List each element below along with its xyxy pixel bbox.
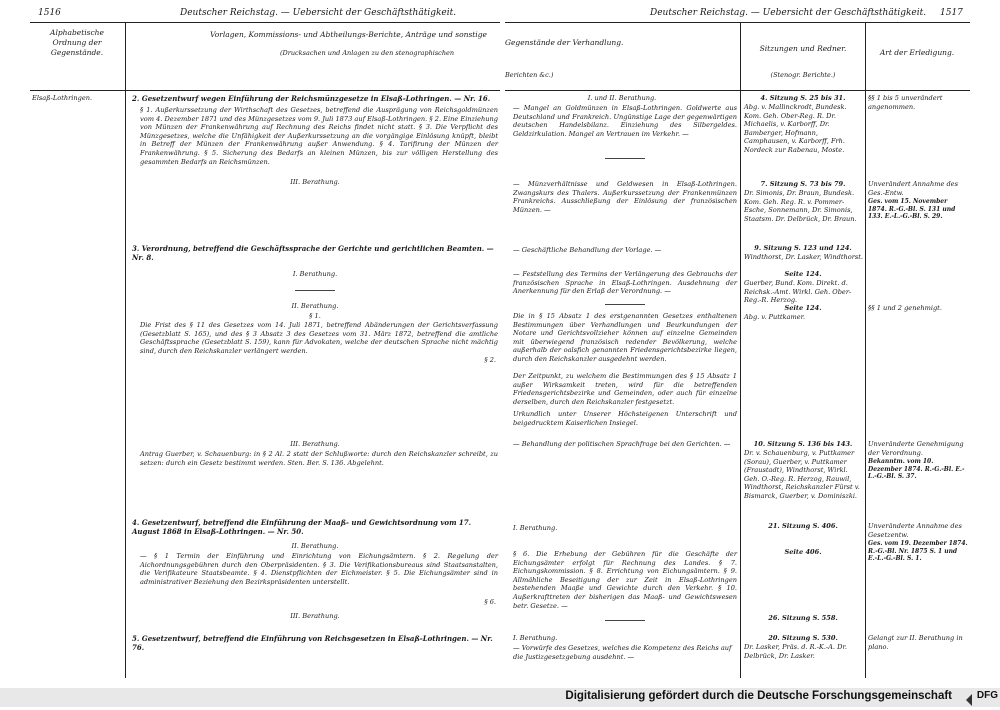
- row-2-law-reference: Ges. vom 15. November 1874. R.-G.-Bl. S. 131 und 133. E.-L.-G.-Bl. S. 29.: [868, 198, 956, 220]
- entry-3-amendment: Antrag Guerber, v. Schauenburg: in § 2 Al. 2 statt der Schlußworte: durch den Reichskanzler schreibt, zu setzen: durch ein Gesetz bestimmt werden. Sten. Ber. S. 136. Abgelehnt.: [140, 450, 498, 467]
- row-4-dash: [605, 304, 645, 305]
- dfg-footer-text: Digitalisierung gefördert durch die Deutsche Forschungsgemeinschaft: [565, 690, 952, 702]
- row-7-law-reference: Ges. vom 19. Dezember 1874. R.-G.-Bl. Nr. 1875 S. 1 und E.-L.-G.-Bl. S. 1.: [868, 540, 968, 562]
- row-2-subject: — Münzverhältnisse und Geldwesen in Elsaß-Lothringen. Zwangskurs des Thalers. Außerkurssetzung der Frankenmünzen Frankreichs. Ausschließung der Einlösung der französischen Münzen. —: [513, 180, 737, 214]
- right-col-a-header: Gegenstände der Verhandlung.: [505, 38, 624, 47]
- row-1-dash: [605, 158, 645, 159]
- entry-3-paragraph-2: § 2.: [484, 356, 496, 364]
- row-3-speakers: Windthorst, Dr. Lasker, Windthorst.: [744, 253, 863, 261]
- right-col-b-subheader: (Stenogr. Berichte.): [770, 71, 836, 79]
- row-5-text-2: Der Zeitpunkt, zu welchem die Bestimmungen des § 15 Absatz 1 außer Wirksamkeit treten, wird für die betreffenden Friedensgerichtsbezirke und Gemeinden, oder auch für einzelne derselben, durch den Reichskanzler festgesetzt.: [513, 372, 737, 406]
- row-10-reading: I. Berathung.: [513, 634, 558, 642]
- row-2-session: 7. Sitzung S. 73 bis 79.: [760, 180, 846, 188]
- left-page-number: 1516: [38, 8, 61, 18]
- row-4-session-2: Seite 124.: [784, 304, 822, 312]
- right-col-divider-2: [865, 22, 866, 678]
- left-header-rule: [30, 90, 500, 91]
- row-4-speakers: Guerber, Bund. Kom. Direkt. d. Reichsk.-Amt. Wirkl. Geh. Ober-Reg.-R. Herzog.: [744, 279, 852, 305]
- left-col2-subheader: (Drucksachen und Anlagen zu den stenographischen: [280, 49, 455, 57]
- right-header-rule: [505, 90, 970, 91]
- row-9-session: 26. Sitzung S. 558.: [768, 614, 838, 622]
- row-3-session: 9. Sitzung S. 123 und 124.: [754, 244, 852, 252]
- right-page: [505, 8, 970, 678]
- entry-3-paragraph-1: § 1.: [309, 312, 321, 320]
- entry-2-third-reading: III. Berathung.: [290, 178, 340, 186]
- row-1-session: 4. Sitzung S. 25 bis 31.: [760, 94, 846, 102]
- row-2-speakers: Dr. Simonis, Dr. Braun, Bundesk. Kom. Geh. Reg. R. v. Pommer-Esche, Sonnemann, Dr. Simonis, Staatsm. Dr. Delbrück, Dr. Braun.: [744, 189, 857, 223]
- row-6-subject: — Behandlung der politischen Sprachfrage bei den Gerichten. —: [513, 440, 731, 448]
- right-col-c-header: Art der Erledigung.: [879, 48, 955, 57]
- row-4-session: Seite 124.: [784, 270, 822, 278]
- entry-3-body: Die Frist des § 11 des Gesetzes vom 14. Juli 1871, betreffend Abänderungen der Gerichtsverfassung (Gesetzblatt S. 165), und des § 3 Absatz 3 des Gesetzes vom 31. März 1872, betreffend die amtliche Geschäftssprache (Gesetzblatt S. 159), kann für Advokaten, welche der deutschen Sprache nicht mächtig sind, durch den Reichskanzler verlängert werden.: [140, 321, 498, 355]
- entry-4-title: 4. Gesetzentwurf, betreffend die Einführung der Maaß- und Gewichtsordnung vom 17. August 1868 in Elsaß-Lothringen. — Nr. 50.: [132, 518, 472, 536]
- entry-3-first-reading: I. Berathung.: [292, 270, 338, 278]
- row-10-session: 20. Sitzung S. 530.: [768, 634, 838, 642]
- row-7-result: Unveränderte Annahme des Gesetzentw.: [868, 522, 962, 539]
- right-page-number: 1517: [940, 8, 963, 18]
- row-4-speakers-2: Abg. v. Puttkamer.: [744, 313, 806, 321]
- right-top-rule: [505, 22, 970, 23]
- row-8-session: Seite 406.: [784, 548, 822, 556]
- entry-4-paragraph-6: § 6.: [484, 598, 496, 606]
- row-6-speakers: Dr. v. Schauenburg, v. Puttkamer (Sorau), Guerber, v. Puttkamer (Fraustadt), Windthorst, Wirkl. Geh. O.-Reg. R. Herzog, Rauwil, Windthorst, Reichskanzler Fürst v. Bismarck, Guerber, v. Dominiszki.: [744, 449, 860, 500]
- row-1-reading: I. und II. Berathung.: [587, 94, 657, 102]
- entry-3-second-reading: II. Berathung.: [291, 302, 339, 310]
- left-running-head: Deutscher Reichstag. — Uebersicht der Geschäftsthätigkeit.: [180, 8, 457, 18]
- row-5-text-1: Die in § 15 Absatz 1 des erstgenannten Gesetzes enthaltenen Bestimmungen über Verhandlungen und Beurkundungen der Notare und Gerichtsvollzieher können auf einzelne Gemeinden mit überwiegend französisch redender Bevölkerung, welche außerhalb der oalsfich genannten Friedensgerichtsbezirke liegen, durch den Reichskanzler ausgedehnt werden.: [513, 312, 737, 363]
- entry-4-body: — § 1 Termin der Einführung und Einrichtung von Eichungsämtern. § 2. Regelung der Aichordnungsgebühren durch den Oberpräsidenten. § 3. Die Verifikationsbureaus sind Staatsanstalten, die Verifikateure Staatsbeamte. § 4. Dienstpflichten der Eichmeister. § 5. Die Eichungsämter sind in administrativer Beziehung den Bezirkspräsidenten unterstellt.: [140, 552, 498, 586]
- row-8-subject: § 6. Die Erhebung der Gebühren für die Geschäfte der Eichungsämter erfolgt für Rechnung des Landes. § 7. Eichungskommission. § 8. Errichtung von Eichungsämtern. § 9. Allmähliche Beseitigung der zur Zeit in Elsaß-Lothringen bestehenden Maaße und Gewichte durch den Verkehr. § 10. Außerkrafttreten der bisherigen das Maaß- und Gewichtswesen betr. Gesetze. —: [513, 550, 737, 610]
- row-5-text-3: Urkundlich unter Unserer Höchsteigenen Unterschrift und beigedrucktem Kaiserlichen Insiegel.: [513, 410, 737, 427]
- right-col-a-subheader: Berichten &c.): [505, 71, 554, 79]
- entry-2-body: § 1. Außerkurssetzung der Wirthschaft des Gesetzes, betreffend die Ausprägung von Reichsgoldmünzen vom 4. Dezember 1871 und des Münzgesetzes vom 9. Juli 1873 auf Elsaß-Lothringen. § 2. Eine Einziehung von Münzen der Frankenwährung auf Rechnung des Reichs findet nicht statt. § 3. Die Verpflicht des Münzgesetzes, welche die Unfähigkeit der Außerkurssetzung an die vorgängige Einlösung knüpft, bleibt in Betreff der Münzen der Frankenwährung außer Anwendung. § 4. Tarifirung der Münzen der Frankenwährung. § 5. Sicherung des Bedarfs an kleinen Münzen, bis zur völligen Herstellung des gesammten Bedarfs an Reichsmünzen.: [140, 106, 498, 166]
- left-col1-header: Alphabetische Ordnung der Gegenstände.: [50, 28, 104, 57]
- right-running-head: Deutscher Reichstag. — Uebersicht der Geschäftsthätigkeit.: [650, 8, 927, 18]
- row-1-result: §§ 1 bis 5 unverändert angenommen.: [868, 94, 943, 111]
- entry-3-third-reading: III. Berathung.: [290, 440, 340, 448]
- row-2-result: Unverändert Annahme des Ges.-Entw.: [868, 180, 958, 197]
- left-col2-header: Vorlagen, Kommissions- und Abtheilungs-Berichte, Anträge und sonstige: [210, 30, 487, 39]
- entry-4-second-reading: II. Berathung.: [291, 542, 339, 550]
- row-10-result: Gelangt zur II. Berathung in plano.: [868, 634, 963, 651]
- dfg-logo-text: DFG: [976, 690, 998, 701]
- row-1-subject: — Mangel an Goldmünzen in Elsaß-Lothringen. Goldwerte aus Deutschland und Frankreich. Ungünstige Lage der gegenwärtigen deutschen Handelsbilanz. Einziehung des Silbergeldes. Geldzirkulation. Mangel an Vertrauen im Verkehr. —: [513, 104, 737, 138]
- entry-3-title: 3. Verordnung, betreffend die Geschäftssprache der Gerichte und gerichtlichen Beamten. — Nr. 8.: [132, 244, 494, 262]
- entry-3-dash-1: [295, 290, 335, 291]
- row-10-subject: — Vorwürfe des Gesetzes, welches die Kompetenz des Reichs auf die Justizgesetzgebung ausdehnt. —: [513, 644, 732, 661]
- left-page: [30, 8, 500, 678]
- dfg-footer-bar: [0, 688, 1000, 707]
- left-col-divider: [125, 22, 126, 678]
- row-6-session: 10. Sitzung S. 136 bis 143.: [753, 440, 853, 448]
- right-col-b-header: Sitzungen und Redner.: [759, 44, 847, 53]
- entry-2-title: 2. Gesetzentwurf wegen Einführung der Reichsmünzgesetze in Elsaß-Lothringen. — Nr. 16.: [132, 94, 491, 103]
- row-6-law-reference: Bekanntm. vom 10. Dezember 1874. R.-G.-Bl. E.-L.-G.-Bl. S. 37.: [868, 458, 965, 480]
- section-name: Elsaß-Lothringen.: [32, 94, 93, 102]
- row-4-result: §§ 1 und 2 genehmigt.: [868, 304, 942, 312]
- right-col-divider-1: [740, 22, 741, 678]
- row-3-subject: — Geschäftliche Behandlung der Vorlage. —: [513, 246, 662, 254]
- row-7-reading: I. Berathung.: [513, 524, 558, 532]
- entry-4-third-reading: III. Berathung.: [290, 612, 340, 620]
- row-10-speakers: Dr. Lasker, Präs. d. R.-K.-A. Dr. Delbrück, Dr. Lasker.: [744, 643, 847, 660]
- row-4-subject: — Feststellung des Termins der Verlängerung des Gebrauchs der französischen Sprache in Elsaß-Lothringen. Ausdehnung der Anerkennung für den Erlaß der Verordnung. —: [513, 270, 737, 296]
- entry-5-title: 5. Gesetzentwurf, betreffend die Einführung von Reichsgesetzen in Elsaß-Lothringen. — Nr. 76.: [132, 634, 493, 652]
- row-9-dash: [605, 620, 645, 621]
- row-1-speakers: Abg. v. Mallinckrodt, Bundesk. Kom. Geh. Ober-Reg. R. Dr. Michaelis, v. Karborff, Dr. Bamberger, Hofmann, Camphausen, v. Karborff, Frh. Nordeck zur Rabenau, Moste.: [744, 103, 847, 154]
- row-6-result: Unveränderte Genehmigung der Verordnung.: [868, 440, 964, 457]
- left-top-rule: [30, 22, 500, 23]
- row-7-session: 21. Sitzung S. 406.: [768, 522, 838, 530]
